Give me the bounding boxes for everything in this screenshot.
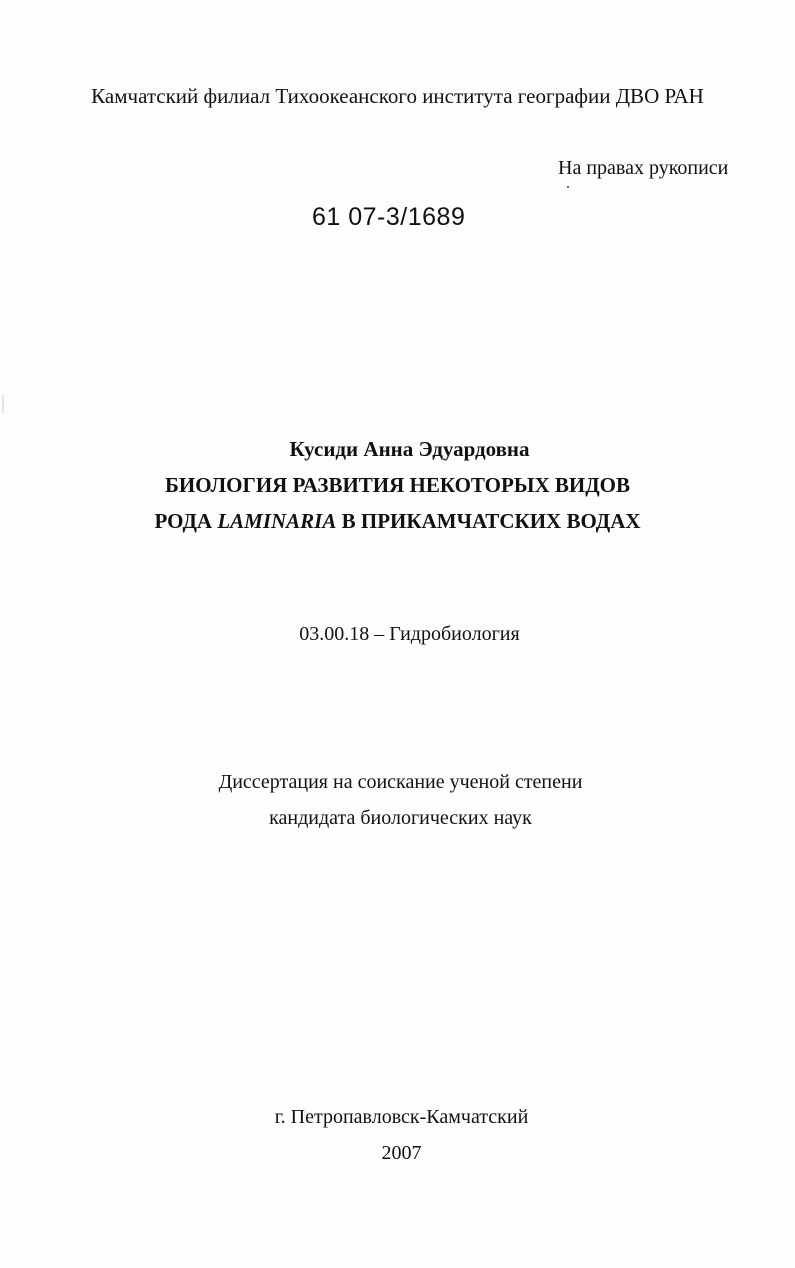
degree-line-1: Диссертация на соискание ученой степени (218, 771, 583, 793)
thesis-title-line-2 (0, 509, 795, 534)
thesis-title-line-1: БИОЛОГИЯ РАЗВИТИЯ НЕКОТОРЫХ ВИДОВ (164, 473, 630, 497)
manuscript-note: На правах рукописи (558, 157, 729, 179)
degree-line-2: кандидата биологических наук (269, 807, 532, 829)
library-stamp-code: 61 07-3/1689 (312, 203, 466, 231)
scan-speck (567, 186, 569, 188)
title-suffix: В ПРИКАМЧАТСКИХ ВОДАХ (336, 509, 641, 533)
title-prefix: РОДА (154, 509, 218, 533)
specialty-code: 03.00.18 – Гидробиология (299, 623, 520, 645)
institution-name: Камчатский филиал Тихоокеанского института географии ДВО РАН (91, 84, 704, 108)
title-genus-name: LAMINARIA (217, 509, 337, 533)
year: 2007 (381, 1142, 422, 1164)
city: г. Петропавловск-Камчатский (274, 1106, 529, 1128)
scan-edge-mark (2, 395, 4, 413)
author-name: Кусиди Анна Эдуардовна (289, 437, 530, 461)
